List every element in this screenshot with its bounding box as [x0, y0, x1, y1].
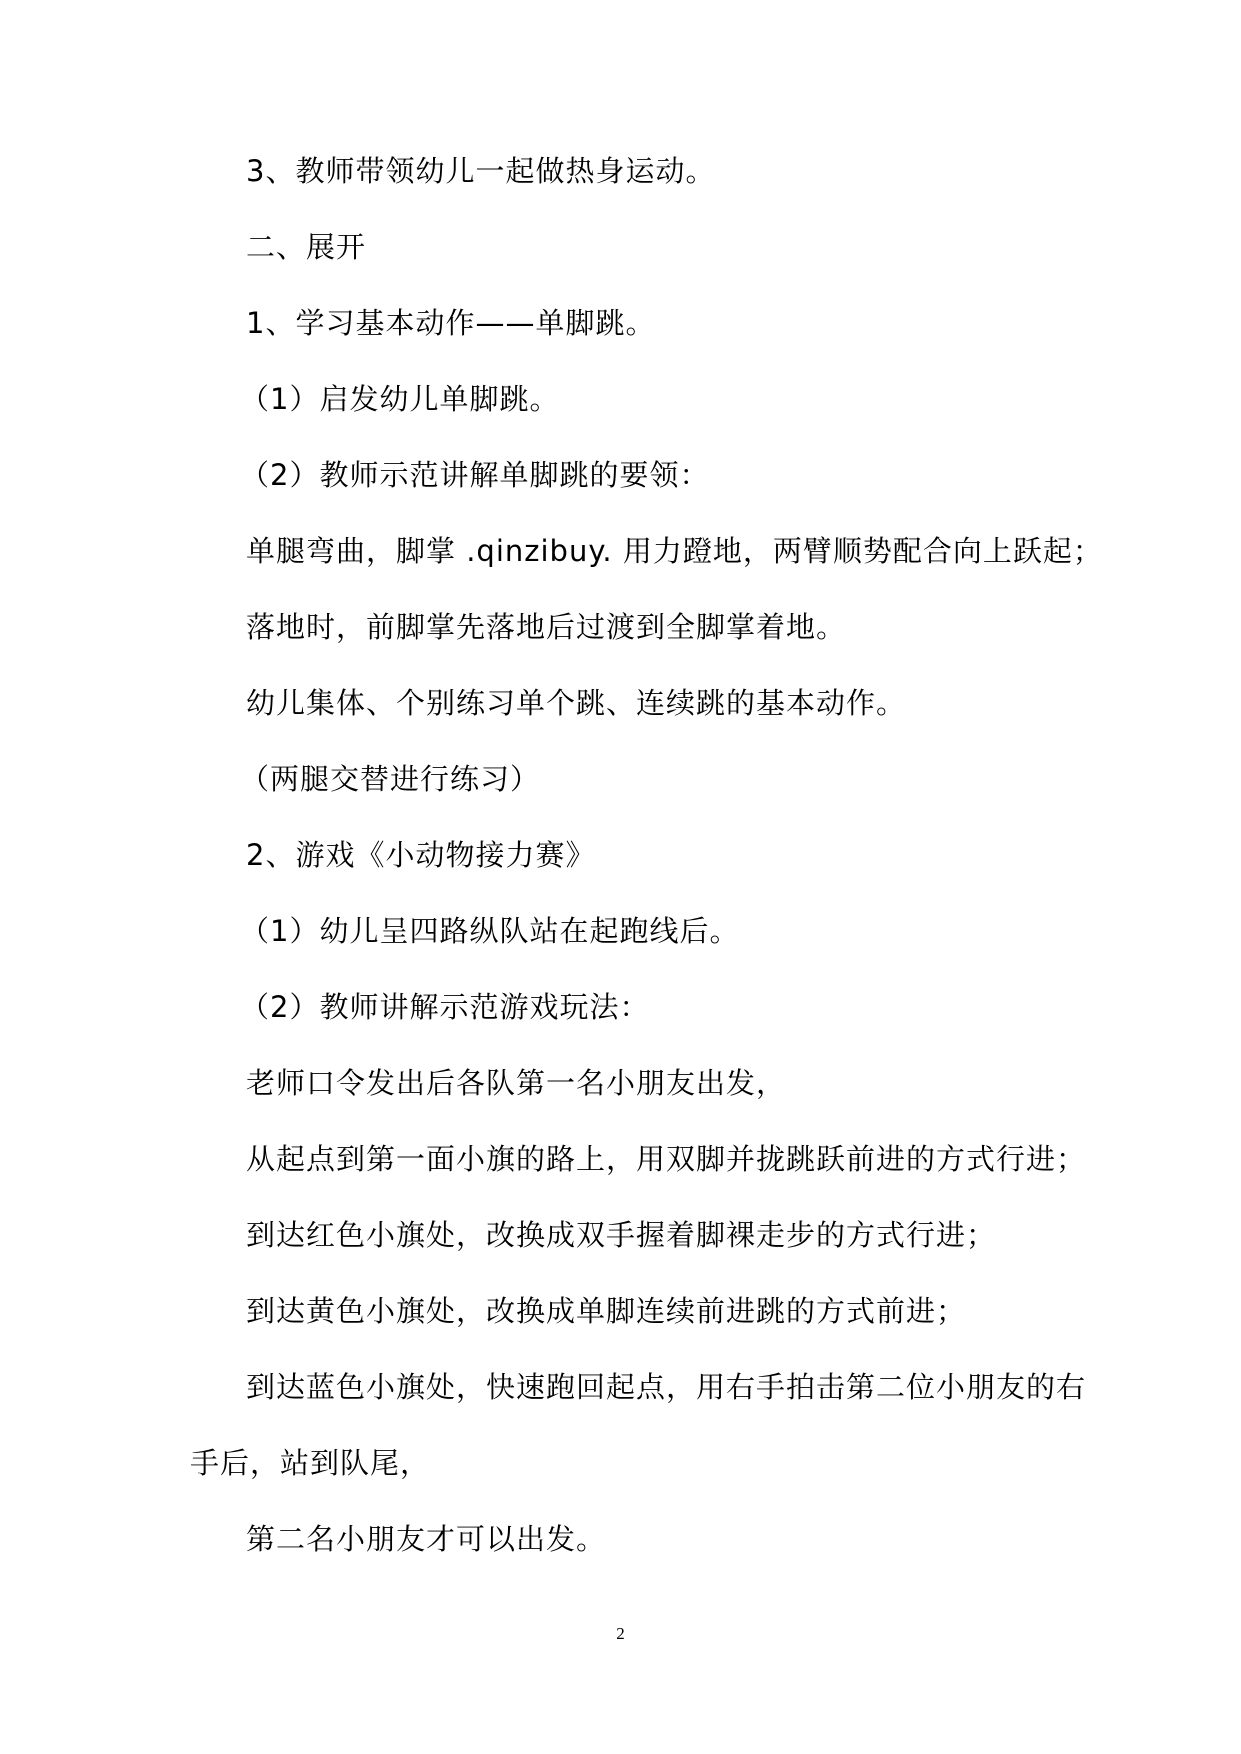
paragraph-line: 手后，站到队尾， — [190, 1446, 431, 1480]
paragraph-line: 2、游戏《小动物接力赛》 — [246, 838, 596, 872]
paragraph-line: （1）幼儿呈四路纵队站在起跑线后。 — [240, 914, 740, 948]
paragraph-line: 从起点到第一面小旗的路上，用双脚并拢跳跃前进的方式行进； — [246, 1142, 1087, 1176]
section-heading: 二、展开 — [246, 230, 367, 264]
paragraph-line: 单腿弯曲，脚掌 .qinzibuy. 用力蹬地，两臂顺势配合向上跃起； — [246, 534, 1103, 568]
paragraph-line: 幼儿集体、个别练习单个跳、连续跳的基本动作。 — [246, 686, 907, 720]
paragraph-line: 落地时，前脚掌先落地后过渡到全脚掌着地。 — [246, 610, 847, 644]
paragraph-line: 到达红色小旗处，改换成双手握着脚裸走步的方式行进； — [246, 1218, 997, 1252]
paragraph-line: 到达蓝色小旗处，快速跑回起点，用右手拍击第二位小朋友的右 — [246, 1370, 1087, 1404]
paragraph-line: 1、学习基本动作——单脚跳。 — [246, 306, 656, 340]
paragraph-line: 老师口令发出后各队第一名小朋友出发， — [246, 1066, 787, 1100]
paragraph-line: （两腿交替进行练习） — [240, 762, 541, 796]
paragraph-line: 3、教师带领幼儿一起做热身运动。 — [246, 154, 716, 188]
page-number: 2 — [616, 1624, 625, 1643]
paragraph-line: 第二名小朋友才可以出发。 — [246, 1522, 607, 1556]
paragraph-line: （1）启发幼儿单脚跳。 — [240, 382, 560, 416]
paragraph-line: （2）教师讲解示范游戏玩法： — [240, 990, 650, 1024]
paragraph-line: 到达黄色小旗处，改换成单脚连续前进跳的方式前进； — [246, 1294, 967, 1328]
paragraph-line: （2）教师示范讲解单脚跳的要领： — [240, 458, 710, 492]
